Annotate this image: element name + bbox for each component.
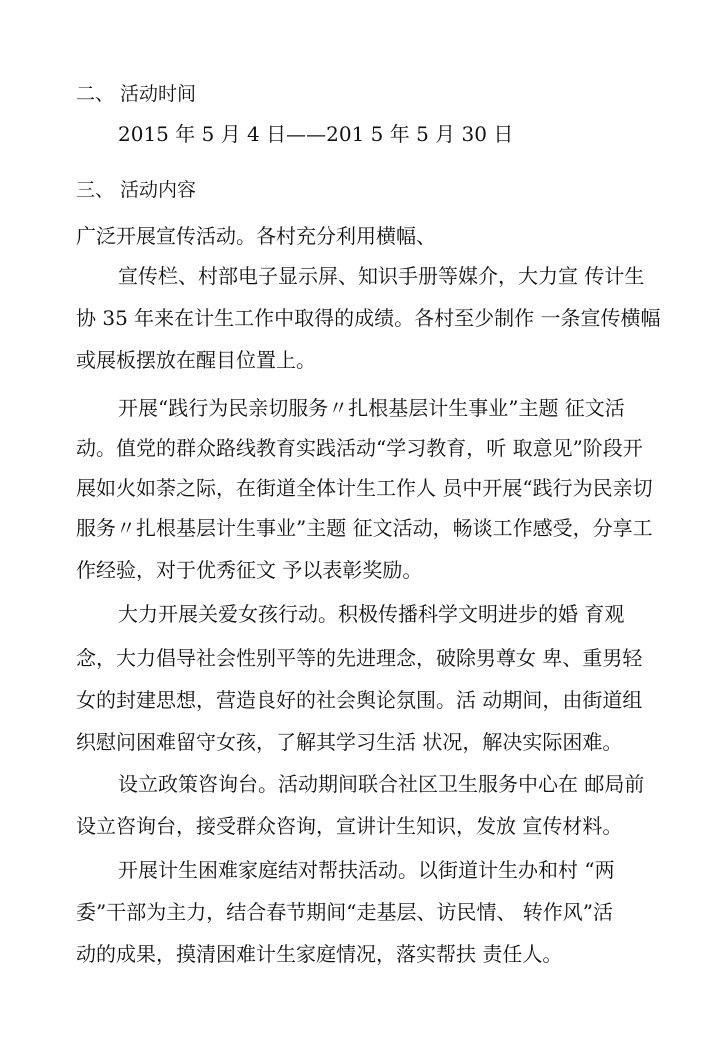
paragraph-line: 动的成果，摸清困难计生家庭情况，落实帮扶 责任人。 bbox=[76, 942, 563, 966]
paragraph-line: 作经验，对于优秀征文 予以表彰奖励。 bbox=[76, 558, 423, 582]
paragraph-line: 女的封建思想，营造良好的社会舆论氛围。活 动期间，由街道组 bbox=[76, 688, 643, 712]
section-heading-activity-content: 三、 活动内容 bbox=[76, 179, 197, 201]
section-heading-activity-time: 二、 活动时间 bbox=[76, 83, 197, 105]
paragraph-line: 设立政策咨询台。活动期间联合社区卫生服务中心在 邮局前 bbox=[118, 772, 645, 796]
paragraph-line: 协 35 年来在计生工作中取得的成绩。各村至少制作 一条宣传横幅 bbox=[76, 306, 661, 330]
paragraph-line: 设立咨询台，接受群众咨询，宣讲计生知识，发放 宣传材料。 bbox=[76, 814, 623, 838]
activity-date-range: 2015 年 5 月 4 日——201 5 年 5 月 30 日 bbox=[118, 122, 514, 146]
paragraph-line: 或展板摆放在醒目位置上。 bbox=[76, 348, 316, 372]
paragraph-line: 动。值党的群众路线教育实践活动“学习教育，听 取意见”阶段开 bbox=[76, 436, 643, 460]
paragraph-line: 委”干部为主力，结合春节期间“走基层、访民情、 转作风”活 bbox=[76, 900, 614, 924]
paragraph-line: 服务〃扎根基层计生事业”主题 征文活动，畅谈工作感受，分享工 bbox=[76, 516, 653, 540]
paragraph-line: 开展“践行为民亲切服务〃扎根基层计生事业”主题 征文活 bbox=[118, 396, 625, 420]
paragraph-line: 念，大力倡导社会性别平等的先进理念，破除男尊女 卑、重男轻 bbox=[76, 646, 643, 670]
paragraph-line: 广泛开展宣传活动。各村充分利用横幅、 bbox=[76, 224, 436, 248]
paragraph-line: 展如火如荼之际，在街道全体计生工作人 员中开展“践行为民亲切 bbox=[76, 476, 653, 500]
paragraph-line: 织慰问困难留守女孩，了解其学习生活 状况，解决实际困难。 bbox=[76, 730, 623, 754]
paragraph-line: 大力开展关爱女孩行动。积极传播科学文明进步的婚 育观 bbox=[118, 602, 625, 626]
paragraph-line: 开展计生困难家庭结对帮扶活动。以街道计生办和村 “两 bbox=[118, 858, 615, 882]
paragraph-line: 宣传栏、村部电子显示屏、知识手册等媒介，大力宣 传计生 bbox=[118, 264, 645, 288]
